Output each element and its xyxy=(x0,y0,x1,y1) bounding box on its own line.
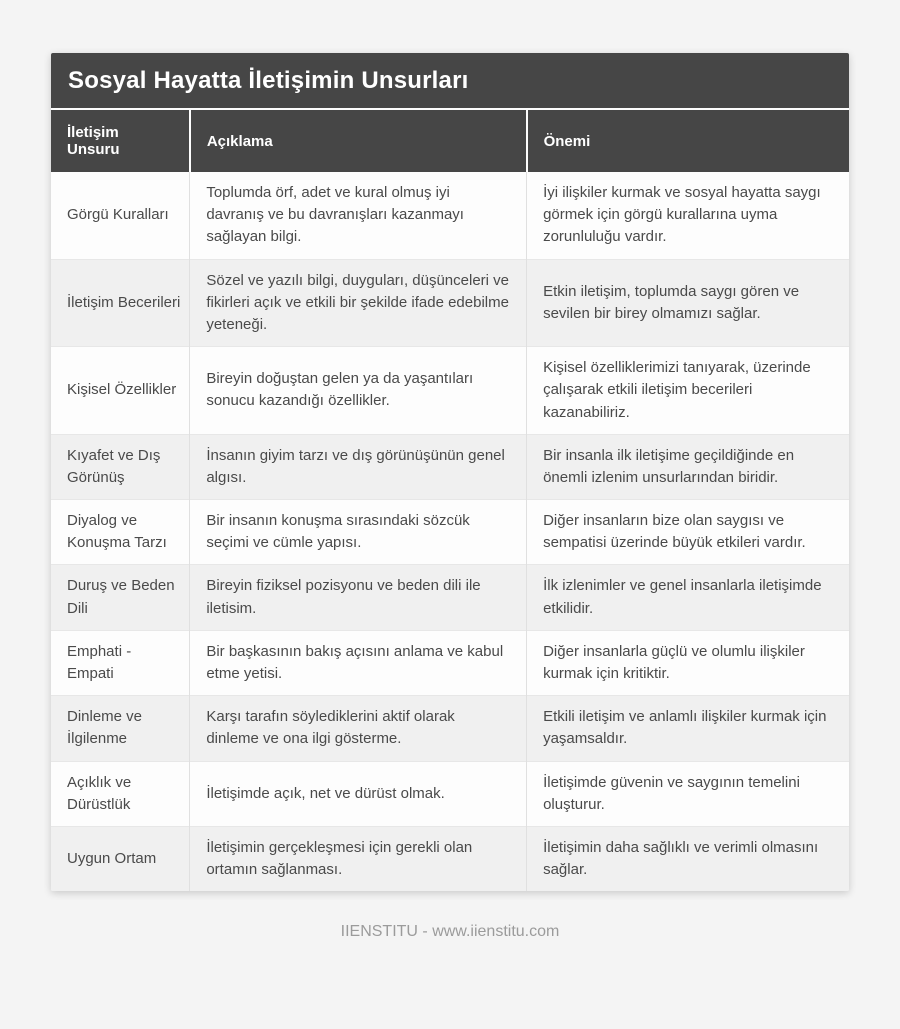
cell-iletisim-unsuru: Görgü Kuralları xyxy=(51,172,190,259)
cell-iletisim-unsuru: Kişisel Özellikler xyxy=(51,347,190,435)
cell-aciklama: Sözel ve yazılı bilgi, duyguları, düşünceleri ve fikirleri açık ve etkili bir şekilde ifade edebilme yeteneği. xyxy=(190,259,527,347)
cell-aciklama: Karşı tarafın söylediklerini aktif olarak dinleme ve ona ilgi gösterme. xyxy=(190,696,527,761)
table-row xyxy=(51,761,849,826)
cell-iletisim-unsuru: İletişim Becerileri xyxy=(51,259,190,347)
column-header-iletisim-unsuru: İletişim Unsuru xyxy=(51,110,190,172)
cell-iletisim-unsuru: Duruş ve Beden Dili xyxy=(51,565,190,630)
cell-onemi: Diğer insanların bize olan saygısı ve sempatisi üzerinde büyük etkileri vardır. xyxy=(527,500,849,565)
table-row xyxy=(51,826,849,891)
communication-elements-card xyxy=(51,53,849,891)
cell-iletisim-unsuru: Uygun Ortam xyxy=(51,826,190,891)
table-row xyxy=(51,259,849,347)
cell-onemi: İyi ilişkiler kurmak ve sosyal hayatta saygı görmek için görgü kurallarına uyma zorunluluğu vardır. xyxy=(527,172,849,259)
cell-aciklama: İnsanın giyim tarzı ve dış görünüşünün genel algısı. xyxy=(190,434,527,499)
page-title: Sosyal Hayatta İletişimin Unsurları xyxy=(51,53,849,110)
cell-iletisim-unsuru: Açıklık ve Dürüstlük xyxy=(51,761,190,826)
cell-iletisim-unsuru: Dinleme ve İlgilenme xyxy=(51,696,190,761)
cell-iletisim-unsuru: Diyalog ve Konuşma Tarzı xyxy=(51,500,190,565)
cell-onemi: Kişisel özelliklerimizi tanıyarak, üzerinde çalışarak etkili iletişim becerileri kazanabiliriz. xyxy=(527,347,849,435)
column-header-onemi: Önemi xyxy=(527,110,849,172)
table-row xyxy=(51,347,849,435)
communication-elements-table xyxy=(51,110,849,891)
table-body xyxy=(51,172,849,891)
footer-credit: IIENSTITU - www.iienstitu.com xyxy=(340,923,560,941)
table-row xyxy=(51,500,849,565)
table-row xyxy=(51,630,849,695)
cell-aciklama: Bir insanın konuşma sırasındaki sözcük seçimi ve cümle yapısı. xyxy=(190,500,527,565)
cell-aciklama: Bir başkasının bakış açısını anlama ve kabul etme yetisi. xyxy=(190,630,527,695)
cell-onemi: Bir insanla ilk iletişime geçildiğinde en önemli izlenim unsurlarından biridir. xyxy=(527,434,849,499)
table-row xyxy=(51,696,849,761)
cell-onemi: İletişimin daha sağlıklı ve verimli olmasını sağlar. xyxy=(527,826,849,891)
cell-aciklama: Toplumda örf, adet ve kural olmuş iyi davranış ve bu davranışları kazanmayı sağlayan bilgi. xyxy=(190,172,527,259)
table-header xyxy=(51,110,849,172)
table-row xyxy=(51,172,849,259)
cell-onemi: Etkili iletişim ve anlamlı ilişkiler kurmak için yaşamsaldır. xyxy=(527,696,849,761)
table-row xyxy=(51,565,849,630)
cell-onemi: Etkin iletişim, toplumda saygı gören ve sevilen bir birey olmamızı sağlar. xyxy=(527,259,849,347)
cell-aciklama: Bireyin fiziksel pozisyonu ve beden dili ile iletisim. xyxy=(190,565,527,630)
cell-onemi: İletişimde güvenin ve saygının temelini oluşturur. xyxy=(527,761,849,826)
cell-aciklama: İletişimde açık, net ve dürüst olmak. xyxy=(190,761,527,826)
table-row xyxy=(51,434,849,499)
cell-iletisim-unsuru: Kıyafet ve Dış Görünüş xyxy=(51,434,190,499)
cell-onemi: Diğer insanlarla güçlü ve olumlu ilişkiler kurmak için kritiktir. xyxy=(527,630,849,695)
cell-aciklama: Bireyin doğuştan gelen ya da yaşantıları sonucu kazandığı özellikler. xyxy=(190,347,527,435)
cell-aciklama: İletişimin gerçekleşmesi için gerekli olan ortamın sağlanması. xyxy=(190,826,527,891)
column-header-aciklama: Açıklama xyxy=(190,110,527,172)
cell-iletisim-unsuru: Emphati - Empati xyxy=(51,630,190,695)
cell-onemi: İlk izlenimler ve genel insanlarla iletişimde etkilidir. xyxy=(527,565,849,630)
